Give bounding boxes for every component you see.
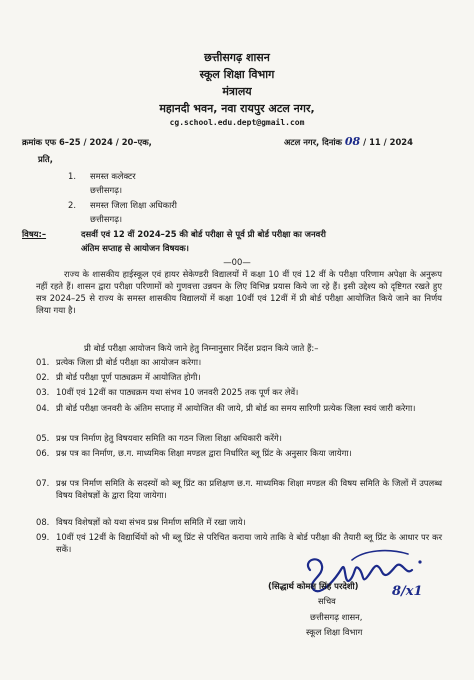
body-paragraph-2: प्री बोर्ड परीक्षा आयोजन किये जाने हेतु निम्नानुसार निर्देश प्रदान किये जाते हैं:– xyxy=(84,343,319,353)
place-date-prefix: अटल नगर, दिनांक xyxy=(284,137,342,147)
point-text: 10वीं एवं 12वीं के विद्यार्थियों को भी ब्लू प्रिंट से परिचित कराया जाये ताकि वे बोर्ड परीक्षा की तैयारी ब्लू प्रिंट के आधार पर कर सकें। xyxy=(56,532,442,554)
signatory-designation: सचिव xyxy=(318,596,336,606)
signatory-name: (सिद्धार्थ कोमल सिंह परदेशी) xyxy=(268,581,359,591)
signatory-govt: छत्तीसगढ़ शासन, xyxy=(310,612,363,622)
handwritten-date-mark: 8/x1 xyxy=(392,584,423,599)
recipient-2-title: समस्त जिला शिक्षा अधिकारी xyxy=(90,200,177,210)
body-paragraph-1: राज्य के शासकीय हाईस्कूल एवं हायर सेकेण्डरी विद्यालयों में कक्षा 10 वीं एवं 12 वीं के परीक्षा परिणाम अपेक्षा के अनुरूप नहीं रहते हैं। शासन द्वारा परीक्षा परिणामों को गुणवत्ता उन्नयन के लिए विभिन्न प्रयास किये जा रहे हैं। इसी उद्देश्य को दृष्टिगत रखते हुए सत्र 2024–25 से राज्य के समस्त शासकीय विद्यालयों में कक्षा 10वीं एवं 12वीं में प्री बोर्ड परीक्षा आयोजित किये जाने का निर्णय लिया गया है। xyxy=(36,269,442,315)
subject-divider: —00— xyxy=(223,257,251,267)
date-day-handwritten: 08 xyxy=(344,135,361,148)
recipient-2-number: 2. xyxy=(68,200,76,210)
point-number: 01. xyxy=(36,357,50,367)
point-number: 06. xyxy=(36,448,50,458)
point-number: 03. xyxy=(36,387,50,397)
point-text: प्री बोर्ड परीक्षा पूर्ण पाठ्यक्रम में आयोजित होगी। xyxy=(56,372,201,382)
point-text: प्रश्न पत्र निर्माण समिति के सदस्यों को ब्लू प्रिंट का प्रशिक्षण छ.ग. माध्यमिक शिक्षा मण्डल की विषय समिति के जिलों में उपलब्ध विषय विशेषज्ञों के द्वारा दिया जायेगा। xyxy=(56,478,442,500)
point-text: प्री बोर्ड परीक्षा जनवरी के अंतिम सप्ताह में आयोजित की जाये, प्री बोर्ड का समय सारिणी प्रत्येक जिला स्वयं जारी करेगा। xyxy=(56,403,416,413)
subject-line-1: दसवीं एवं 12 वीं 2024–25 की बोर्ड परीक्षा से पूर्व प्री बोर्ड परीक्षा का जनवरी xyxy=(81,229,326,239)
point-number: 09. xyxy=(36,532,50,542)
reference-number: क्रमांक एफ 6–25 / 2024 / 20–एक, xyxy=(22,137,152,147)
recipient-1-number: 1. xyxy=(68,171,76,181)
point-number: 07. xyxy=(36,478,50,488)
recipient-2-state: छत्तीसगढ़। xyxy=(90,214,123,224)
point-text: 10वीं एवं 12वीं का पाठ्यक्रम यथा संभव 10 जनवरी 2025 तक पूर्ण कर लेवें। xyxy=(56,387,299,397)
date-rest: / 11 / 2024 xyxy=(363,137,413,147)
signatory-department: स्कूल शिक्षा विभाग xyxy=(306,627,363,637)
place-date xyxy=(284,136,413,148)
department-email: cg.school.edu.dept@gmail.com xyxy=(169,118,305,127)
recipient-1-title: समस्त कलेक्टर xyxy=(90,171,136,181)
point-text: प्रत्येक जिला प्री बोर्ड परीक्षा का आयोजन करेगा। xyxy=(56,357,202,367)
department-title: स्कूल शिक्षा विभाग xyxy=(199,68,275,81)
to-label: प्रति, xyxy=(38,154,53,164)
point-number: 05. xyxy=(36,433,50,443)
ministry-title: मंत्रालय xyxy=(222,85,252,98)
subject-line-2: अंतिम सप्ताह से आयोजन विषयक। xyxy=(81,243,189,253)
point-number: 04. xyxy=(36,403,50,413)
recipient-1-state: छत्तीसगढ़। xyxy=(90,185,123,195)
point-number: 02. xyxy=(36,372,50,382)
point-text: विषय विशेषज्ञों को यथा संभव प्रश्न निर्माण समिति में रखा जाये। xyxy=(56,517,246,527)
govt-title: छत्तीसगढ़ शासन xyxy=(204,51,270,64)
point-text: प्रश्न पत्र का निर्माण, छ.ग. माध्यमिक शिक्षा मण्डल द्वारा निर्धारित ब्लू प्रिंट के अनुसार किया जायेगा। xyxy=(56,448,352,458)
subject-label: विषय:– xyxy=(22,229,47,239)
address-line: महानदी भवन, नवा रायपुर अटल नगर, xyxy=(159,102,315,115)
point-number: 08. xyxy=(36,517,50,527)
point-text: प्रश्न पत्र निर्माण हेतु विषयवार समिति का गठन जिला शिक्षा अधिकारी करेंगे। xyxy=(56,433,282,443)
